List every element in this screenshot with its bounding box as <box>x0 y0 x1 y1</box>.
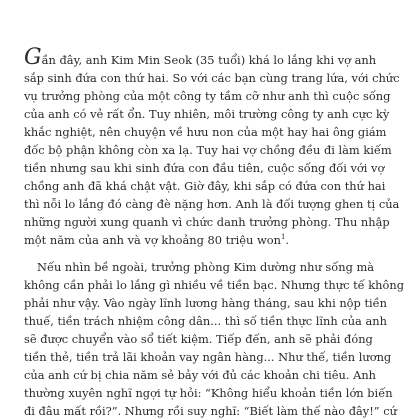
text-line: của anh cứ bị chia năm sẻ bảy với đủ các khoản chi tiêu. Anh <box>24 368 377 382</box>
body-text <box>24 45 404 420</box>
text-line: những người xung quanh vì chức danh trưởng phòng. Thu nhập <box>24 215 390 229</box>
text-line: tiền nhưng sau khi sinh đứa con đầu tiên, cuộc sống đối với vợ <box>24 161 385 175</box>
sentence-end: . <box>285 233 290 247</box>
text-line: khắc nghiệt, nên chuyện về hưu non của một hay hai ông giám <box>24 125 387 139</box>
text-line <box>24 231 384 249</box>
drop-cap: G <box>24 45 42 70</box>
text-line: vụ trưởng phòng của một công ty tầm cỡ như anh thì cuộc sống <box>24 89 391 103</box>
footnote-marker[interactable]: 1 <box>280 233 286 242</box>
text-line: đi đâu mất rồi?”. Nhưng rồi suy nghĩ: “Biết làm thế nào đây!” cứ <box>24 404 397 418</box>
text-line: sẽ được chuyển vào sổ tiết kiệm. Tiếp đến, anh sẽ phải đóng <box>24 332 373 346</box>
paragraph-1 <box>24 45 400 249</box>
text-line-content: một năm của anh và vợ khoảng 80 triệu won <box>24 233 281 247</box>
text-line: thuế, tiền trách nhiệm công dân... thì số tiền thực lĩnh của anh <box>24 314 387 328</box>
paragraph-2 <box>24 258 404 420</box>
text-line-content: ần đây, anh Kim Min Seok (35 tuổi) khá lo lắng khi vợ anh <box>41 53 377 67</box>
text-line: tiền thẻ, tiền trả lãi khoản vay ngân hàng... Như thế, tiền lương <box>24 350 392 364</box>
text-line: chồng anh đã khá chật vật. Giờ đây, khi sắp có đứa con thứ hai <box>24 179 386 193</box>
text-line: thường xuyên nghĩ ngợi tự hỏi: “Không hiểu khoản tiền lớn biến <box>24 386 393 400</box>
text-line: đốc bộ phận không còn xa lạ. Tuy hai vợ chồng đều đi làm kiếm <box>24 143 392 157</box>
text-line: phải như vậy. Vào ngày lĩnh lương hàng tháng, sau khi nộp tiền <box>24 296 388 310</box>
text-line: Nếu nhìn bề ngoài, trưởng phòng Kim dường như sống mà <box>37 260 375 274</box>
text-line: của anh có vẻ rất ổn. Tuy nhiên, môi trường công ty anh cực kỳ <box>24 107 390 121</box>
text-line <box>24 45 384 70</box>
text-line: sắp sinh đứa con thứ hai. So với các bạn cùng trang lứa, với chức <box>24 71 400 85</box>
text-line: không cần phải lo lắng gì nhiều về tiền bạc. Nhưng thực tế không <box>24 278 404 292</box>
text-line: thì nỗi lo lắng đó càng đè nặng hơn. Anh là đối tượng ghen tị của <box>24 197 400 211</box>
